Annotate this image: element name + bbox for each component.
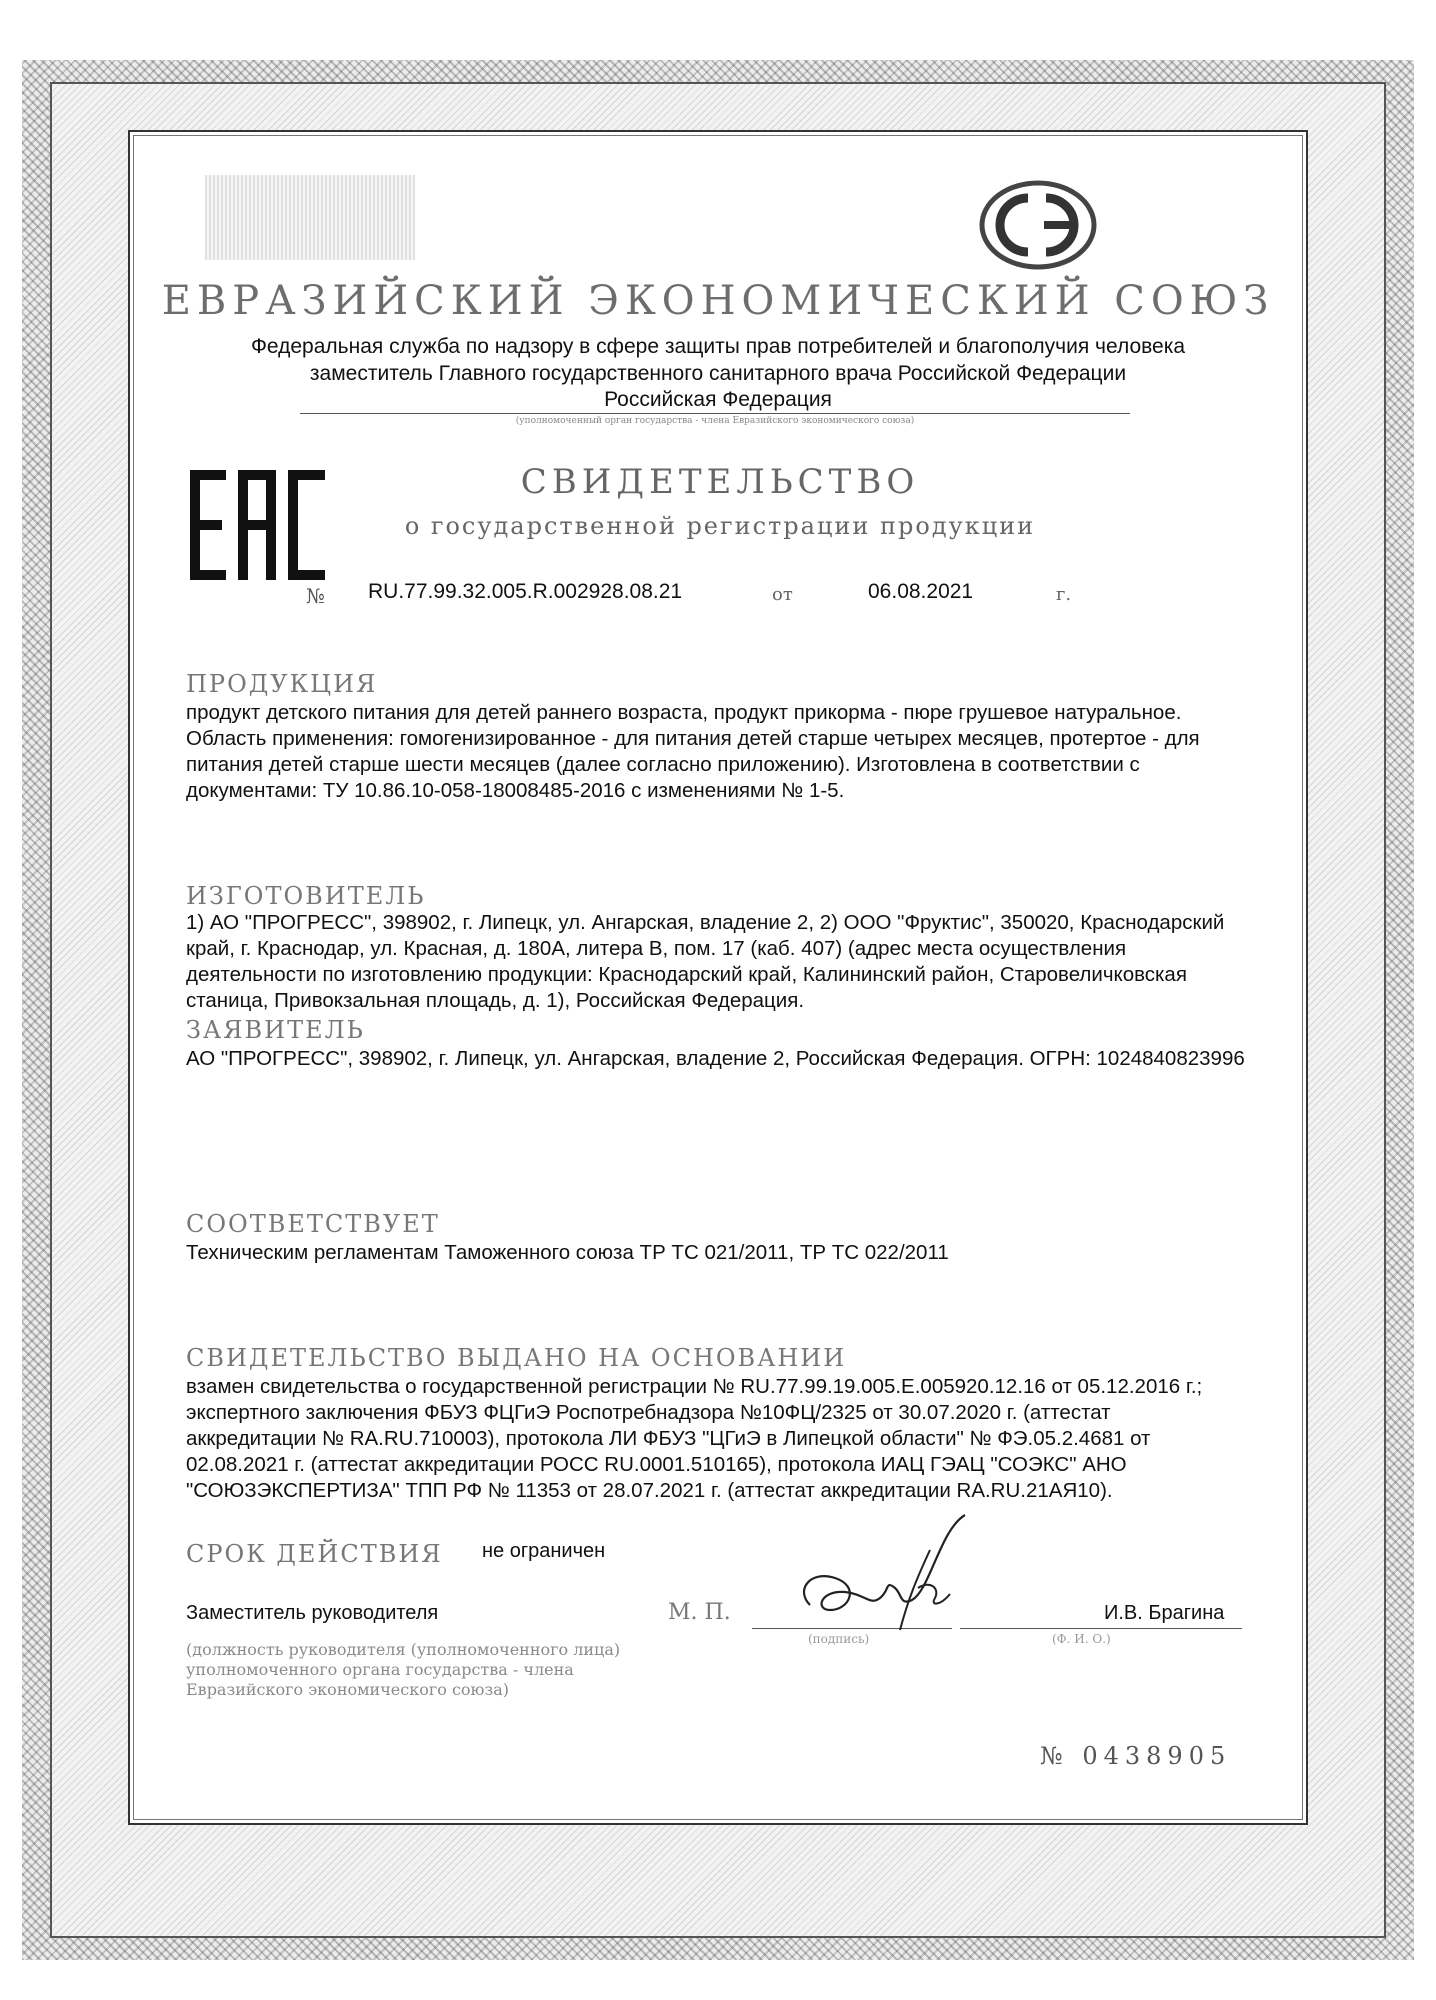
- stamp-place-label: М. П.: [668, 1600, 731, 1625]
- serial-number: № 0438905: [1040, 1742, 1232, 1770]
- union-title: ЕВРАЗИЙСКИЙ ЭКОНОМИЧЕСКИЙ СОЮЗ: [161, 278, 1275, 324]
- validity-heading: СРОК ДЕЙСТВИЯ: [186, 1540, 443, 1568]
- name-line: [960, 1628, 1242, 1629]
- eaeu-logo-icon: [978, 178, 1098, 272]
- registration-number-label: №: [306, 584, 325, 608]
- registration-number: RU.77.99.32.005.R.002928.08.21: [368, 580, 683, 603]
- faded-emblem: [205, 175, 415, 260]
- header-divider: [300, 413, 1130, 414]
- name-caption: (Ф. И. О.): [1052, 1632, 1111, 1646]
- signer-position: Заместитель руководителя: [186, 1602, 439, 1624]
- agency-line-2: заместитель Главного государственного санитарного врача Российской Федерации: [309, 362, 1127, 385]
- conformity-text: Техническим регламентам Таможенного союза ТР ТС 021/2011, ТР ТС 022/2011: [186, 1241, 949, 1264]
- registration-date: 06.08.2021: [868, 580, 974, 603]
- applicant-heading: ЗАЯВИТЕЛЬ: [186, 1016, 365, 1044]
- signer-name: И.В. Брагина: [1104, 1602, 1225, 1624]
- signature-caption: (подпись): [808, 1632, 870, 1646]
- product-text: продукт детского питания для детей раннего возраста, продукт прикорма - пюре грушевое натуральное. Область применения: гомогенизированное - для питания детей старше четырех месяцев, протертое - для питания детей старше шести месяцев (далее согласно приложению). Изготовлена в соответствии с документами: ТУ 10.86.10-058-18008485-2016 с изменениями № 1-5.: [186, 701, 1200, 802]
- manufacturer-text: 1) АО "ПРОГРЕСС", 398902, г. Липецк, ул. Ангарская, владение 2, 2) ООО "Фруктис", 350020, Краснодарский край, г. Краснодар, ул. Красная, д. 180А, литера В, пом. 17 (каб. 407) (адрес места осуществления деятельности по изготовлению продукции: Краснодарский край, Калининский район, Старовеличковская станица, Привокзальная площадь, д. 1), Российская Федерация.: [186, 911, 1225, 1012]
- eac-mark-icon: [190, 470, 325, 580]
- certificate-title: СВИДЕТЕЛЬСТВО: [520, 462, 920, 502]
- certificate-subtitle: о государственной регистрации продукции: [404, 512, 1036, 540]
- agency-line-3: Российская Федерация: [604, 388, 832, 411]
- product-heading: ПРОДУКЦИЯ: [186, 670, 378, 698]
- basis-text: взамен свидетельства о государственной регистрации № RU.77.99.19.005.Е.005920.12.16 от 05.12.2016 г.; экспертного заключения ФБУЗ ФЦГиЭ Роспотребнадзора №10ФЦ/2325 от 30.07.2020 г. (аттестат аккредитации № RA.RU.710003), протокола ЛИ ФБУЗ "ЦГиЭ в Липецкой области" № ФЭ.05.2.4681 от 02.08.2021 г. (аттестат аккредитации РОСС RU.0001.510165), протокола ИАЦ ГЭАЦ "СОЭКС" АНО "СОЮЗЭКСПЕРТИЗА" ТПП РФ № 11353 от 28.07.2021 г. (аттестат аккредитации RA.RU.21АЯ10).: [186, 1375, 1203, 1502]
- validity-value: не ограничен: [482, 1540, 606, 1562]
- agency-caption: (уполномоченный орган государства - члена Евразийского экономического союза): [515, 416, 915, 426]
- manufacturer-heading: ИЗГОТОВИТЕЛЬ: [186, 882, 426, 910]
- applicant-text: АО "ПРОГРЕСС", 398902, г. Липецк, ул. Ангарская, владение 2, Российская Федерация. ОГРН: 1024840823996: [186, 1047, 1245, 1070]
- position-caption: (должность руководителя (уполномоченного лица) уполномоченного органа государства - члена Евразийского экономического союза): [186, 1640, 621, 1699]
- basis-heading: СВИДЕТЕЛЬСТВО ВЫДАНО НА ОСНОВАНИИ: [186, 1344, 847, 1372]
- agency-line-1: Федеральная служба по надзору в сфере защиты прав потребителей и благополучия человека: [250, 335, 1186, 358]
- handwritten-signature-icon: [790, 1510, 980, 1640]
- date-from-label: от: [772, 584, 793, 605]
- year-suffix: г.: [1056, 584, 1072, 605]
- conformity-heading: СООТВЕТСТВУЕТ: [186, 1210, 440, 1238]
